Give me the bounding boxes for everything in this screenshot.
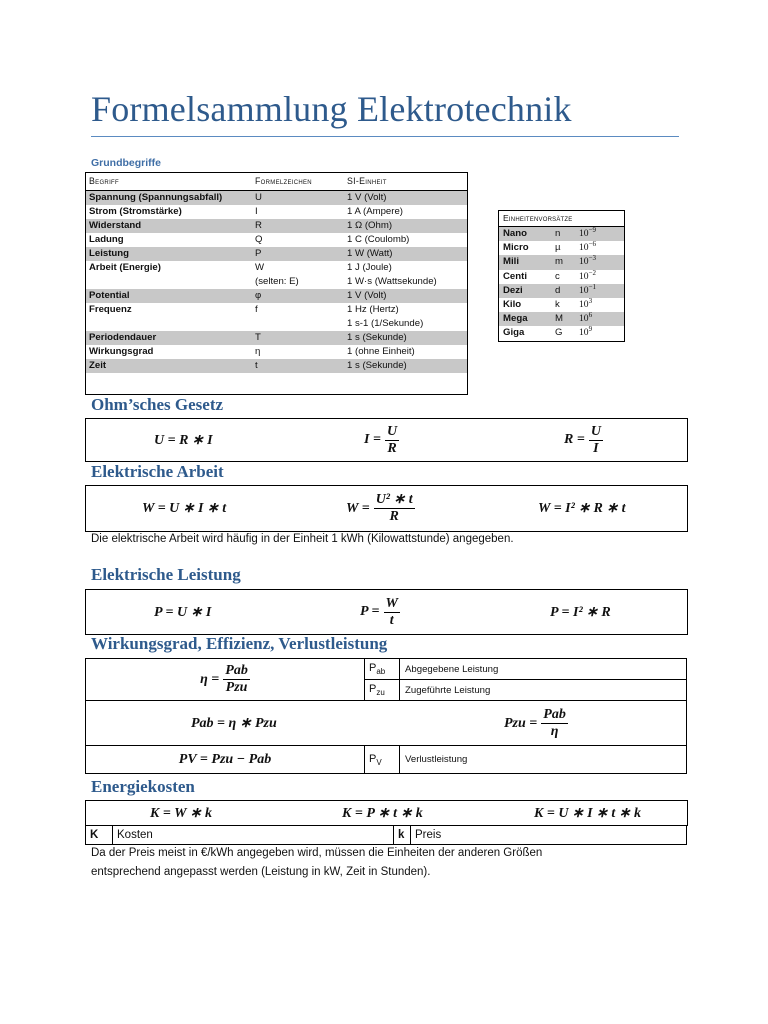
formelzeichen-cell xyxy=(251,303,343,331)
formelzeichen-cell xyxy=(251,191,343,206)
formelzeichen: P xyxy=(255,248,262,259)
ohm-formula-2-den: R xyxy=(387,440,397,456)
formelzeichen: U xyxy=(255,192,262,203)
si-einheit-cell xyxy=(343,289,467,303)
formelzeichen-cell xyxy=(251,261,343,289)
vorsatz-name: Centi xyxy=(503,270,527,282)
formelzeichen: I xyxy=(255,206,258,217)
formelzeichen: Q xyxy=(255,234,263,245)
formelzeichen: f xyxy=(255,304,258,315)
kosten-formula-2: K = P ∗ t ∗ k xyxy=(342,806,423,821)
energiekosten-heading: Energiekosten xyxy=(91,777,195,796)
si-einheit: 1 Hz (Hertz) xyxy=(347,304,399,315)
einheiten-row xyxy=(499,284,625,298)
pab-symbol xyxy=(365,659,400,680)
vorsatz-base: 10 xyxy=(579,242,589,254)
grundbegriffe-row xyxy=(85,219,467,233)
einheiten-header-row xyxy=(499,211,625,227)
begriff-cell: Frequenz xyxy=(89,304,132,315)
vorsatz-base: 10 xyxy=(579,270,589,282)
arbeit-formula-2-num: U² ∗ t xyxy=(375,492,413,507)
pv-text: Verlustleistung xyxy=(400,746,687,774)
eta-formula xyxy=(86,663,364,696)
grundbegriffe-header-1: Formelzeichen xyxy=(251,172,343,191)
einheiten-row xyxy=(499,326,625,341)
page-title: Formelsammlung Elektrotechnik xyxy=(91,89,572,129)
vorsatz-symbol: d xyxy=(551,284,575,298)
ohm-formula-2-num: U xyxy=(386,423,398,439)
si-einheit-cell xyxy=(343,331,467,345)
vorsatz-factor xyxy=(575,326,625,341)
formelzeichen: W xyxy=(255,262,265,273)
wirkungsgrad-heading: Wirkungsgrad, Effizienz, Verlustleistung xyxy=(91,634,388,653)
eta-formula-num: Pab xyxy=(225,663,248,678)
si-einheit-cell xyxy=(343,359,467,373)
formelzeichen-cell xyxy=(251,289,343,303)
begriff-cell: Strom (Stromstärke) xyxy=(89,206,182,217)
preis-text: Preis xyxy=(411,826,687,845)
pzu-formula-num: Pab xyxy=(543,707,566,722)
vorsatz-name: Nano xyxy=(499,227,552,242)
arbeit-formula-box xyxy=(85,485,688,532)
pzu-text: Zugeführte Leistung xyxy=(400,680,687,701)
ohm-formula-3-lhs: R = xyxy=(564,432,585,447)
begriff-cell: Wirkungsgrad xyxy=(89,346,154,357)
formelzeichen-cell xyxy=(251,359,343,373)
leistung-formula-2 xyxy=(360,590,400,634)
energiekosten-note-1: Da der Preis meist in €/kWh angegeben wird, müssen die Einheiten der anderen Größen xyxy=(91,847,543,859)
grundbegriffe-row xyxy=(85,289,467,303)
begriff-cell: Periodendauer xyxy=(85,331,251,345)
pab-formula: Pab = η ∗ Pzu xyxy=(191,716,277,731)
arbeit-heading: Elektrische Arbeit xyxy=(91,462,224,481)
si-einheit: 1 V (Volt) xyxy=(347,192,387,203)
si-einheit: 1 Ω (Ohm) xyxy=(347,220,393,231)
pab-symbol-sub: ab xyxy=(376,667,386,676)
ohm-formula-3-den: I xyxy=(593,440,599,456)
grundbegriffe-row xyxy=(85,345,467,359)
si-einheit-alt: 1 W·s (Wattsekunde) xyxy=(347,276,437,287)
vorsatz-base: 10 xyxy=(579,327,589,339)
leistung-formula-2-num: W xyxy=(385,595,398,611)
eta-formula-den: Pzu xyxy=(225,680,248,695)
arbeit-formula-2-den: R xyxy=(389,509,399,524)
begriff-cell: Zeit xyxy=(85,359,251,373)
arbeit-formula-3: W = I² ∗ R ∗ t xyxy=(538,501,626,516)
vorsatz-symbol: k xyxy=(555,299,560,311)
si-einheit-cell xyxy=(343,205,467,219)
pv-formula-cell xyxy=(86,746,365,774)
pzu-symbol-main: P xyxy=(369,683,377,695)
si-einheit-cell xyxy=(343,233,467,247)
grundbegriffe-row xyxy=(85,359,467,373)
vorsatz-base: 10 xyxy=(579,228,589,239)
vorsatz-name: Kilo xyxy=(503,299,522,311)
formelzeichen: t xyxy=(255,360,258,371)
wirkungsgrad-table xyxy=(85,658,687,774)
pv-symbol xyxy=(365,746,400,774)
energiekosten-note-2: entsprechend angepasst werden (Leistung in kW, Zeit in Stunden). xyxy=(91,866,431,878)
vorsatz-symbol: G xyxy=(555,327,563,339)
vorsatz-factor xyxy=(575,270,625,284)
vorsatz-base: 10 xyxy=(579,256,589,268)
vorsatz-factor xyxy=(575,241,625,255)
ohm-formula-2 xyxy=(364,419,399,461)
vorsatz-exponent: 3 xyxy=(588,296,593,305)
si-einheit: 1 C (Coulomb) xyxy=(347,234,410,245)
leistung-formula-2-den: t xyxy=(389,612,394,628)
ohm-formula-2-lhs: I = xyxy=(364,432,381,447)
pv-symbol-main: P xyxy=(369,752,377,765)
vorsatz-name: Dezi xyxy=(499,284,552,298)
einheiten-header: Einheitenvorsätze xyxy=(499,211,625,227)
pab-symbol-main: P xyxy=(369,662,377,674)
begriff-cell: Ladung xyxy=(89,234,124,245)
vorsatz-exponent: −3 xyxy=(588,254,597,263)
energiekosten-formula-box xyxy=(85,800,688,826)
pv-formula: PV = Pzu − Pab xyxy=(178,751,272,767)
vorsatz-factor xyxy=(575,298,625,312)
formelzeichen-alt: (selten: E) xyxy=(255,276,299,287)
formelzeichen: η xyxy=(255,346,261,357)
vorsatz-factor xyxy=(575,284,625,298)
si-einheit-cell xyxy=(343,191,467,206)
k-text: Kosten xyxy=(113,826,394,845)
pzu-symbol xyxy=(365,680,400,701)
begriff-cell: Potential xyxy=(85,289,251,303)
einheiten-row xyxy=(499,312,625,326)
begriff-cell: Leistung xyxy=(85,247,251,261)
preis-symbol: k xyxy=(394,826,411,845)
einheitenvorsaetze-table xyxy=(498,210,625,342)
formelzeichen-cell xyxy=(251,247,343,261)
pzu-symbol-sub: zu xyxy=(376,688,385,697)
leistung-formula-1: P = U ∗ I xyxy=(154,604,212,620)
grundbegriffe-table xyxy=(85,172,467,373)
leistung-heading: Elektrische Leistung xyxy=(91,565,241,584)
formelzeichen: R xyxy=(255,220,262,231)
si-einheit-cell xyxy=(343,261,467,289)
formelzeichen: φ xyxy=(255,290,262,301)
vorsatz-exponent: −6 xyxy=(588,240,597,249)
grundbegriffe-header-row xyxy=(85,172,467,191)
einheiten-row xyxy=(499,241,625,255)
formelzeichen: T xyxy=(255,332,261,343)
grundbegriffe-header-2: SI-Einheit xyxy=(343,172,467,191)
vorsatz-exponent: 6 xyxy=(588,311,593,320)
arbeit-formula-2-lhs: W = xyxy=(346,500,370,516)
eta-formula-lhs: η = xyxy=(200,671,220,687)
vorsatz-factor xyxy=(575,227,625,242)
begriff-cell: Widerstand xyxy=(85,219,251,233)
si-einheit-cell xyxy=(343,303,467,331)
vorsatz-symbol: c xyxy=(555,270,560,282)
formelzeichen-cell xyxy=(251,345,343,359)
grundbegriffe-row xyxy=(85,331,467,345)
grundbegriffe-row xyxy=(85,233,467,247)
grundbegriffe-row xyxy=(85,261,467,289)
k-symbol: K xyxy=(86,826,113,845)
vorsatz-factor xyxy=(575,312,625,326)
vorsatz-name: Mega xyxy=(499,312,552,326)
si-einheit: 1 s (Sekunde) xyxy=(347,360,407,371)
vorsatz-name: Micro xyxy=(503,242,529,254)
ohm-formula-3 xyxy=(564,419,603,461)
vorsatz-exponent: 9 xyxy=(588,325,593,334)
si-einheit: 1 V (Volt) xyxy=(347,290,387,301)
vorsatz-exponent: −2 xyxy=(588,268,597,277)
arbeit-formula-1: W = U ∗ I ∗ t xyxy=(142,501,227,516)
si-einheit-cell xyxy=(343,219,467,233)
title-divider xyxy=(91,136,679,137)
vorsatz-symbol: m xyxy=(551,255,575,269)
arbeit-note: Die elektrische Arbeit wird häufig in der Einheit 1 kWh (Kilowattstunde) angegeben. xyxy=(91,533,514,545)
leistung-formula-3: P = I² ∗ R xyxy=(550,604,611,620)
einheiten-row xyxy=(499,298,625,312)
vorsatz-exponent: −9 xyxy=(588,225,597,234)
einheiten-row xyxy=(499,255,625,269)
ohm-formula-box xyxy=(85,418,688,462)
vorsatz-factor xyxy=(575,255,625,269)
si-einheit: 1 J (Joule) xyxy=(347,262,392,273)
grundbegriffe-row xyxy=(85,205,467,219)
pab-text: Abgegebene Leistung xyxy=(400,659,687,680)
grundbegriffe-row xyxy=(85,191,467,206)
grundbegriffe-row xyxy=(85,247,467,261)
kosten-formula-1: K = W ∗ k xyxy=(150,806,212,821)
einheiten-row xyxy=(499,227,625,242)
formelzeichen-cell xyxy=(251,219,343,233)
energiekosten-table xyxy=(85,825,687,845)
formelzeichen-cell xyxy=(251,331,343,345)
si-einheit: 1 W (Watt) xyxy=(347,248,393,259)
grundbegriffe-caption: Grundbegriffe xyxy=(91,157,161,169)
pzu-formula-den: η xyxy=(550,724,559,739)
formelzeichen-cell xyxy=(251,205,343,219)
pab-pzu-formula-cell xyxy=(86,701,687,746)
pv-symbol-sub: V xyxy=(376,757,382,767)
pzu-formula xyxy=(504,701,568,746)
begriff-cell: Spannung (Spannungsabfall) xyxy=(85,191,251,206)
pzu-formula-lhs: Pzu = xyxy=(504,715,538,731)
vorsatz-base: 10 xyxy=(579,284,589,296)
si-einheit: 1 A (Ampere) xyxy=(347,206,403,217)
si-einheit-alt: 1 s-1 (1/Sekunde) xyxy=(347,318,424,329)
arbeit-formula-2 xyxy=(346,486,415,531)
si-einheit: 1 (ohne Einheit) xyxy=(347,346,415,357)
vorsatz-symbol: n xyxy=(551,227,575,242)
ohm-heading: Ohm’sches Gesetz xyxy=(91,395,224,414)
eta-formula-cell xyxy=(86,659,365,701)
si-einheit-cell xyxy=(343,247,467,261)
leistung-formula-box xyxy=(85,589,688,635)
vorsatz-exponent: −1 xyxy=(588,282,597,291)
einheiten-row xyxy=(499,270,625,284)
vorsatz-name: Mili xyxy=(499,255,552,269)
leistung-formula-2-lhs: P = xyxy=(360,604,380,619)
formelzeichen-cell xyxy=(251,233,343,247)
si-einheit-cell xyxy=(343,345,467,359)
begriff-cell: Arbeit (Energie) xyxy=(89,262,161,273)
kosten-formula-3: K = U ∗ I ∗ t ∗ k xyxy=(534,806,641,821)
vorsatz-symbol: M xyxy=(551,312,575,326)
grundbegriffe-row xyxy=(85,303,467,331)
ohm-formula-3-num: U xyxy=(590,423,601,439)
ohm-formula-1: U = R ∗ I xyxy=(154,432,213,448)
vorsatz-name: Giga xyxy=(503,327,525,339)
vorsatz-base: 10 xyxy=(579,299,589,311)
vorsatz-symbol: µ xyxy=(555,242,561,254)
grundbegriffe-header-0: Begriff xyxy=(85,172,251,191)
vorsatz-base: 10 xyxy=(579,313,589,325)
si-einheit: 1 s (Sekunde) xyxy=(347,332,407,343)
